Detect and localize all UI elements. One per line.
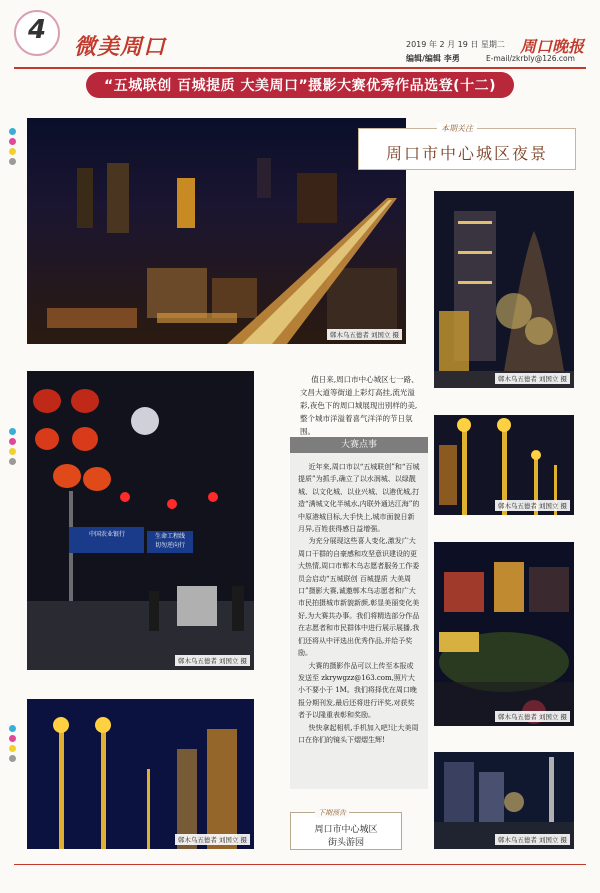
photo-credit: 郸木乌五德者 刘国立 摄 xyxy=(495,711,570,722)
next-issue-line-1: 周口市中心城区 xyxy=(314,825,378,835)
section-title: 微美周口 xyxy=(74,34,167,60)
photo-credit: 郸木乌五德者 刘国立 摄 xyxy=(495,834,570,845)
news-paragraph: 为充分展现这些喜人变化,激发广大周口干群的自豪感和攻坚意识建设的更大热情,周口市郸木乌志愿者服务工作委员会启动“五城联创 百城提质 大美周口”摄影大赛,诚邀郸木乌志愿者和广大市民拍摄城市新貌新颜,彰显美丽变化美好,为大赛共办事。我们将精选部分作品在志愿者和市民群体中进行展示展播,我们还将从中评选出优秀作品,并给予奖励。 xyxy=(298,537,420,658)
photo-lamp-posts xyxy=(434,415,574,515)
contest-news-body xyxy=(298,461,420,746)
feature-title-box xyxy=(358,124,576,170)
header-rule xyxy=(14,67,586,69)
color-dots-bottom xyxy=(9,725,16,762)
photo-caption: 值日来,周口市中心城区七一路、文昌大道等街道上彩灯高挂,流光溢彩,夜色下的周口城展现出别样的美,整个城市洋溢着喜气洋洋的节日氛围。 xyxy=(300,375,419,436)
news-paragraph: 近年来,周口市以“五城联创”和“百城提质”为抓手,确立了以水润城、以绿靓城、以文化城、以业兴城、以港优城,打造“满城文化半城水,内联外通达江海”的中原港城目标,大手快上,城市面貌日新月异,百姓获得感日益增强。 xyxy=(298,463,420,534)
photo-credit: 郸木乌五德者 刘国立 摄 xyxy=(495,500,570,511)
feature-tag: 本期关注 xyxy=(437,123,477,134)
page-number: 4 xyxy=(28,15,47,45)
editor-line: 编辑/编辑 李勇 xyxy=(406,54,460,63)
next-issue-tag: 下期预告 xyxy=(315,808,349,818)
news-paragraph: 大赛的摄影作品可以上传至本报或发送至 zkrywgzz@163.com,照片大小不要小于 1M。我们将择优在周口晚报分期刊发,最后还将进行评奖,对获奖者予以隆重表彰和奖励。 xyxy=(298,661,417,720)
photo-credit: 郸木乌五德者 刘国立 摄 xyxy=(175,655,250,666)
footer-rule xyxy=(14,864,586,865)
photo-city-street xyxy=(434,752,574,849)
photo-aerial-city-night xyxy=(27,118,406,344)
paper-logo: 周口晚报 xyxy=(520,37,585,56)
contest-news-box xyxy=(290,437,428,789)
headline-banner: “五城联创 百城提质 大美周口”摄影大赛优秀作品选登(十二) xyxy=(86,72,514,98)
street-sign-text-2: 生命工程线 切勿逆向行 xyxy=(154,533,185,549)
photo-credit: 郸木乌五德者 刘国立 摄 xyxy=(327,329,402,340)
date-line: 2019 年 2 月 19 日 星期二 xyxy=(406,40,505,49)
photo-plaza-night xyxy=(434,542,574,726)
photo-lanterns-traffic xyxy=(27,371,254,670)
contest-news-heading: 大赛点事 xyxy=(290,437,428,453)
photo-tower-street xyxy=(434,191,574,388)
photo-credit: 郸木乌五德者 刘国立 摄 xyxy=(175,834,250,845)
photo-credit: 郸木乌五德者 刘国立 摄 xyxy=(495,373,570,384)
feature-title: 周口市中心城区夜景 xyxy=(385,144,548,163)
color-dots-top xyxy=(9,128,16,165)
next-issue-line-2: 街头游园 xyxy=(327,838,364,848)
next-issue-box xyxy=(290,809,402,850)
news-paragraph: 快快拿起相机,手机加入吧!让大美周口在你们的镜头下熠熠生辉! xyxy=(298,723,419,744)
color-dots-middle xyxy=(9,428,16,465)
photo-street-lamps xyxy=(27,699,254,849)
street-sign-text: 中国农业银行 xyxy=(88,531,125,538)
email-line: E-mail/zkrbly@126.com xyxy=(486,54,575,63)
